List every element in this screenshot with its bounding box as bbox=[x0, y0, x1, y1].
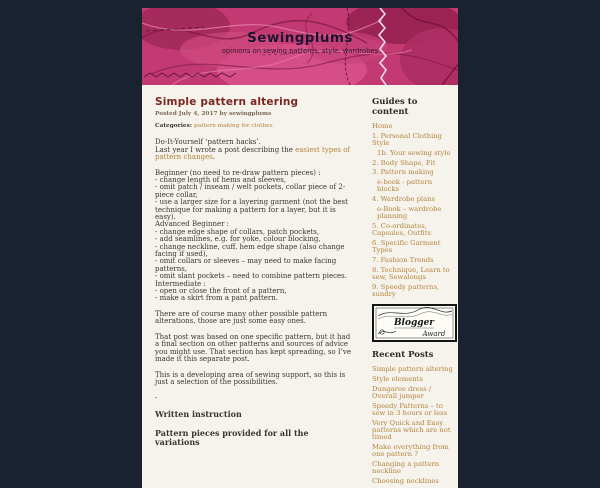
recent-link-quick-easy-patterns[interactable]: Very Quick and Easy patterns which are not timed bbox=[372, 418, 451, 442]
list-line: - omit patch / inseam / welt pockets, collar piece of 2-piece collar, bbox=[155, 183, 346, 199]
categories-label: Categories: bbox=[155, 123, 193, 129]
top-gap bbox=[142, 0, 458, 8]
recent-link-choosing-necklines[interactable]: Choosing necklines bbox=[372, 476, 439, 485]
recent-link-dungaree-dress[interactable]: Dungaree dress / Overall jumper bbox=[372, 384, 432, 400]
guides-link-home[interactable]: Home bbox=[372, 122, 393, 130]
guides-list bbox=[372, 123, 454, 298]
intro-line1: Do-It-Yourself ‘pattern hacks’. bbox=[155, 138, 261, 146]
guides-link-speedy-patterns[interactable]: 9. Speedy patterns, sundry bbox=[372, 282, 440, 298]
list-line: - change edge shape of collars, patch pockets, bbox=[155, 227, 320, 236]
paragraph: That post was based on one specific pattern, but it had a final section on other patterns and sources of advice you might use. That section has kept spreading, so I’ve made it this separate post. bbox=[155, 332, 351, 364]
recent-posts-list bbox=[372, 366, 454, 485]
guides-link-wardrobe-plans[interactable]: 4. Wardrobe plans bbox=[372, 195, 436, 204]
list-line: - change neckline, cuff, hem edge shape (also change facing if used), bbox=[155, 242, 345, 258]
guides-link-body-shape[interactable]: 2. Body Shape, Fit bbox=[372, 158, 436, 167]
guides-link-personal-style[interactable]: 1. Personal Clothing Style bbox=[372, 131, 443, 147]
recent-posts-heading: Recent Posts bbox=[372, 350, 434, 361]
guides-link-pattern-making[interactable]: 3. Pattern making bbox=[372, 168, 434, 177]
guides-link-ebook-pattern-blocks[interactable]: e-book - pattern blocks bbox=[377, 178, 433, 194]
site-tagline: opinions on sewing patterns, style, wardrobes bbox=[221, 47, 379, 55]
list-line: - change length of hems and sleeves, bbox=[155, 175, 287, 184]
list-line: - omit collars or sleeves – may need to make facing patterns, bbox=[155, 257, 337, 273]
guides-link-fashion-trends[interactable]: 7. Fashion Trends bbox=[372, 255, 434, 264]
category-link[interactable]: pattern making for clothes bbox=[194, 123, 273, 129]
post-body bbox=[155, 139, 356, 447]
sidebar bbox=[364, 85, 458, 488]
section-heading-written-instruction: Written instruction bbox=[155, 409, 242, 420]
recent-link-style-elements[interactable]: Style elements bbox=[372, 374, 423, 383]
paragraph: This is a developing area of sewing support, so this is just a selection of the possibilities. bbox=[155, 370, 346, 387]
intro-after-link: . bbox=[212, 153, 216, 161]
easiest-changes-link[interactable]: easiest types of pattern changes bbox=[155, 145, 351, 161]
post-meta: Posted July 4, 2017 by sewingplums bbox=[155, 111, 272, 117]
page-wrapper bbox=[142, 0, 458, 488]
list-line: - add seamlines, e.g. for yoke, colour blocking, bbox=[155, 235, 321, 244]
list-line: Intermediate : bbox=[155, 279, 206, 288]
guides-link-ebook-wardrobe-planning[interactable]: e-Book – wardrobe planning bbox=[377, 204, 442, 221]
recent-link-simple-pattern-altering[interactable]: Simple pattern altering bbox=[372, 365, 453, 374]
main-column bbox=[142, 85, 364, 488]
guides-link-coordinates[interactable]: 5. Co-ordinates, Capsules, Outfits bbox=[372, 221, 431, 238]
list-line: - open or close the front of a pattern, bbox=[155, 287, 287, 295]
list-line: Beginner (no need to re-draw pattern pieces) : bbox=[155, 168, 321, 177]
site-header bbox=[142, 8, 458, 85]
list-line: - use a larger size for a layering garment (not the best technique for making a pattern for a layer, but it is easy). bbox=[155, 198, 348, 221]
intro-paragraph bbox=[155, 139, 356, 162]
svg-text:Award: Award bbox=[422, 330, 446, 339]
recent-link-changing-neckline[interactable]: Changing a pattern neckline bbox=[372, 459, 440, 476]
site-title[interactable]: Sewingplums bbox=[247, 30, 353, 46]
list-line: Advanced Beginner : bbox=[155, 220, 230, 229]
blogger-award-image bbox=[372, 304, 454, 342]
section-heading-pattern-pieces: Pattern pieces provided for all the variations bbox=[155, 428, 309, 448]
recent-link-speedy-patterns[interactable]: Speedy Patterns – to sew in 3 hours or less bbox=[372, 401, 448, 417]
guides-link-sewing-style[interactable]: 1b. Your sewing style bbox=[377, 148, 451, 157]
svg-text:Blogger: Blogger bbox=[393, 318, 435, 329]
recent-posts-block bbox=[372, 350, 454, 485]
content-area bbox=[142, 85, 458, 488]
post-title[interactable]: Simple pattern altering bbox=[155, 96, 299, 108]
list-line: - omit slant pockets – need to combine pattern pieces. bbox=[155, 272, 347, 281]
guides-link-technique[interactable]: 8. Technique, Learn to sew, Sewalongs bbox=[372, 265, 450, 281]
recent-link-one-pattern[interactable]: Make everything from one pattern ? bbox=[372, 442, 449, 459]
list-line: - make a skirt from a pant pattern. bbox=[155, 294, 278, 303]
intro-before-link: Last year I wrote a post describing the bbox=[155, 145, 296, 154]
guides-heading: Guides to content bbox=[372, 97, 418, 117]
dash-separator: - bbox=[155, 393, 158, 402]
pattern-alterations-list bbox=[155, 170, 356, 303]
guides-link-garment-types[interactable]: 6. Specific Garment Types bbox=[372, 238, 441, 255]
site-identity bbox=[142, 31, 458, 55]
paragraph: There are of course many other possible pattern alterations, those are just some easy ones. bbox=[155, 309, 328, 326]
post-categories bbox=[155, 123, 356, 130]
